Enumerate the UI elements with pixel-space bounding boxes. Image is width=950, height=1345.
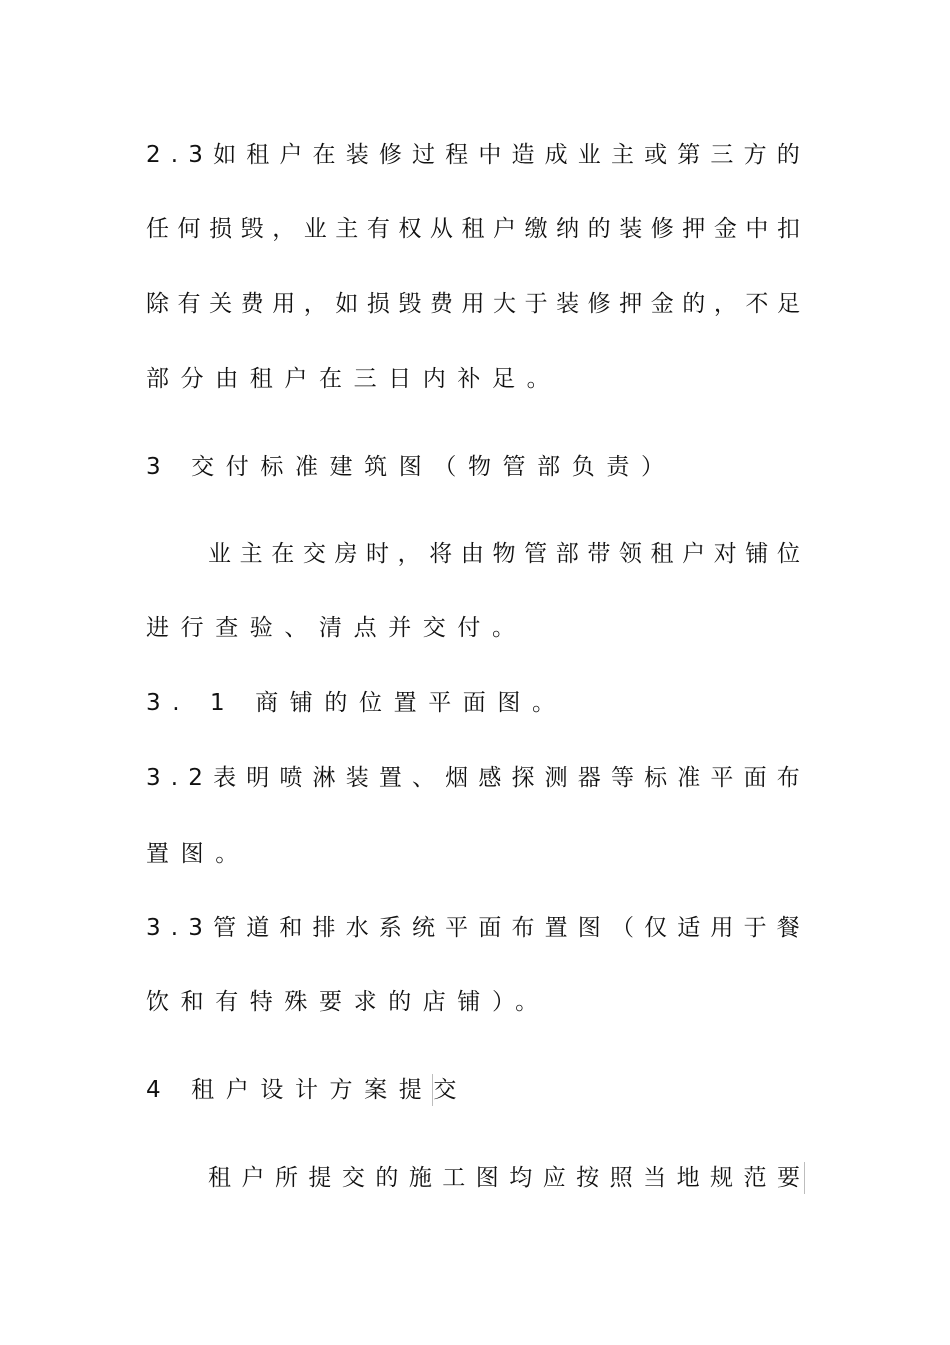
section-4-heading: 4 租户设计方案提交: [146, 1077, 468, 1103]
section-3-intro-line-2: 进行查验、清点并交付。: [146, 615, 527, 641]
text-edge-marker: [432, 1074, 433, 1106]
item-3-2-line-1: 3 . 2 表 明 喷 淋 装 置 、 烟 感 探 测 器 等 标 准 平 面 布: [146, 765, 800, 791]
paragraph-2-3-line-1: 2 . 3 如 租 户 在 装 修 过 程 中 造 成 业 主 或 第 三 方 的: [146, 142, 800, 168]
item-3-3-line-2: 饮和有特殊要求的店铺）。: [146, 989, 550, 1015]
text-edge-marker: [804, 1162, 805, 1194]
paragraph-2-3-line-2: 任 何 损 毁 ， 业 主 有 权 从 租 户 缴 纳 的 装 修 押 金 中 扣: [146, 216, 800, 242]
item-3-1: 3. 1 商铺的位置平面图。: [146, 690, 567, 716]
item-3-2-line-2: 置图。: [146, 841, 250, 867]
section-3-heading: 3 交付标准建筑图（物管部负责）: [146, 454, 676, 480]
paragraph-2-3-line-4: 部分由租户在三日内补足。: [146, 366, 562, 392]
section-4-intro-line-1: 租 户 所 提 交 的 施 工 图 均 应 按 照 当 地 规 范 要: [208, 1165, 800, 1191]
paragraph-2-3-line-3: 除 有 关 费 用 ， 如 损 毁 费 用 大 于 装 修 押 金 的 ， 不 足: [146, 291, 800, 317]
item-3-3-line-1: 3 . 3 管 道 和 排 水 系 统 平 面 布 置 图 （ 仅 适 用 于 餐: [146, 915, 800, 941]
section-3-intro-line-1: 业 主 在 交 房 时 ， 将 由 物 管 部 带 领 租 户 对 铺 位: [208, 541, 800, 567]
